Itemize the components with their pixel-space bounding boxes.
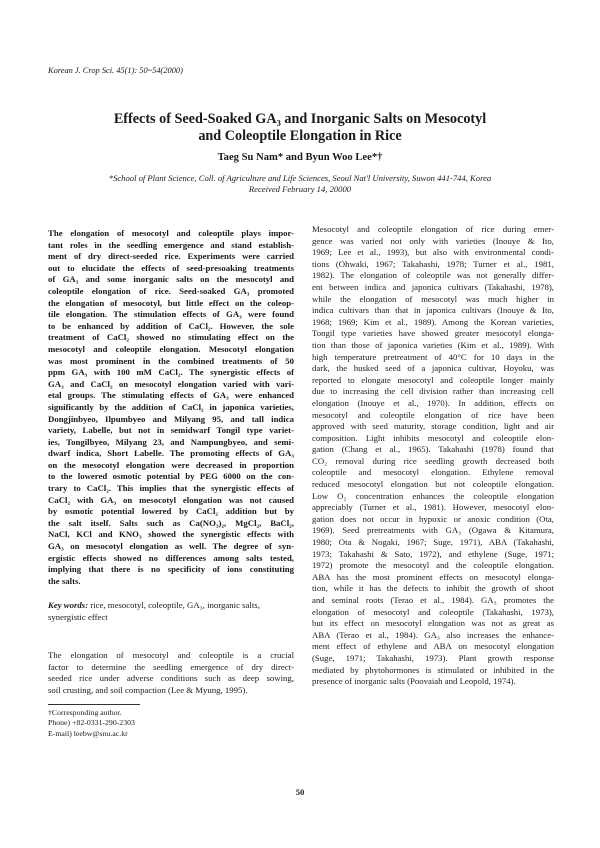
text-line: but its effect on mesocotyl elongation was not as great as: [312, 618, 554, 629]
authors: Taeg Su Nam* and Byun Woo Lee*†: [217, 152, 383, 163]
text-line: ment of dry direct-seeded rice. Experiments were carried: [48, 251, 294, 262]
keywords: [48, 600, 294, 623]
text-line: tile elongation. The stimulation effects of GA₃ were found: [48, 309, 294, 320]
text-line: appreciably (Turner et al., 1981). However, mesocotyl elon-: [312, 502, 554, 513]
text-line: ABA (Terao et al., 1984). GA₃ also increases the enhance-: [312, 629, 554, 640]
text-line: elongation of mesocotyl and coleoptile (Takahashi, 1973),: [312, 606, 554, 617]
text-line: NaCl, KCl and KNO₃ showed the synergistic effects with: [48, 529, 294, 540]
text-line: gation (Chang et al., 1965). Takahashi (1978) found that: [312, 444, 554, 455]
text-line: of GA₃ and some inorganic salts on the mesocotyl and: [48, 274, 294, 285]
text-line: to be enhanced by addition of CaCl₂. However, the sole: [48, 320, 294, 331]
text-line: out to elucidate the effects of seed-presoaking treatments: [48, 262, 294, 273]
text-line: CaCl₂ with GA₃ on mesocotyl elongation was not caused: [48, 494, 294, 505]
text-line: while the elongation of mesocotyl was much higher in: [312, 293, 554, 304]
text-line: 1982). The elongation of coleoptile was not generally differ-: [312, 270, 554, 281]
text-line: factor to determine the seedling emergence of dry direct-: [48, 661, 294, 672]
text-line: dwarf indica, Short Labelle. The promoting effects of GA₃: [48, 448, 294, 459]
text-line: GA₃ on mesocotyl elongation as well. The degree of syn-: [48, 541, 294, 552]
footnote-divider: [48, 704, 140, 705]
text-line: significantly by the addition of CaCl₂ in japonica varieties,: [48, 401, 294, 412]
text-line: 1973; Takahashi & Sato, 1972), and ethylene (Suge, 1971;: [312, 548, 554, 559]
text-line: Mesocotyl and coleoptile elongation of rice during emer-: [312, 224, 554, 234]
text-line: ment effect of ethylene and ABA on mesocotyl elongation: [312, 641, 554, 652]
text-line: ies, Tongilbyeo, Milyang 23, and Nampungbyeo, and semi-: [48, 436, 294, 447]
text-line: was most prominent in the combined treatments of 50: [48, 355, 294, 366]
footnote-line: Phone) +82-0331-290-2303: [48, 718, 135, 728]
text-line: etal groups. The stimulating effects of GA₃ were enhanced: [48, 390, 294, 401]
text-line: (Suge, 1971; Takahashi, 1973). Plant growth response: [312, 652, 554, 663]
text-line: reduced mesocotyl elongation but not coleoptile elongation.: [312, 479, 554, 490]
text-line: soil crusting, and soil compaction (Lee & Myung, 1995).: [48, 684, 248, 695]
text-line: The elongation of mesocotyl and coleoptile plays impor-: [48, 228, 294, 238]
text-line: 1980; Ota & Nogaki, 1967; Suge, 1971), ABA (Takahashi,: [312, 537, 554, 548]
page-number: 50: [295, 787, 305, 797]
paper-title: [60, 111, 540, 145]
keywords-text: rice, mesocotyl, coleoptile, GA₃, inorganic salts,: [88, 600, 260, 610]
text-line: ABA has the most prominent effects on mesocotyl elonga-: [312, 571, 554, 582]
title-line: and Coleoptile Elongation in Rice: [198, 128, 402, 144]
text-line: coleoptile and mesocotyl elongation. Ethylene removal: [312, 467, 554, 478]
text-line: GA₃ and CaCl₂ on mesocotyl elongation varied with vari-: [48, 378, 294, 389]
text-line: presence of inorganic salts (Poovaiah and Leopold, 1974).: [312, 676, 516, 687]
received-date: Received February 14, 20000: [248, 184, 352, 194]
text-line: Tongil type varieties have showed greater mesocotyl elonga-: [312, 328, 554, 339]
text-line: composition. Light inhibits mesocotyl and coleoptile elon-: [312, 432, 554, 443]
affiliation-line: *School of Plant Science, Coll. of Agriculture and Life Sciences, Seoul Nat'l University, Suwon 441-744, Korea: [108, 173, 492, 183]
text-line: seeded rice under adverse conditions such as deep sowing,: [48, 673, 294, 684]
title-line: Effects of Seed-Soaked GA₃ and Inorganic Salts on Mesocotyl: [113, 111, 487, 127]
text-line: mediated by phytohormones is stimulated or inhibited in the: [312, 664, 554, 675]
text-line: approved with seed maturity, storage condition, light and air: [312, 421, 554, 432]
footnote-line: E-mail) leebw@snu.ac.kr: [48, 728, 128, 738]
text-line: trary to CaCl₂. This implies that the synergistic effects of: [48, 483, 294, 494]
text-line: due to increasing the cell division rather than increasing cell: [312, 386, 554, 397]
text-line: ppm GA₃ with 100 mM CaCl₂. The synergistic effects of: [48, 367, 294, 378]
text-line: implying that there is no specificity of ions constituting: [48, 564, 294, 575]
affiliation: [40, 173, 560, 195]
text-line: tant roles in the seedling emergence and stand establish-: [48, 239, 294, 250]
text-line: the elongation of mesocotyl, but little effect on the coleop-: [48, 297, 294, 308]
footnote-line: †Corresponding author.: [48, 708, 122, 717]
text-line: ergistic effects showed no differences among salts tested,: [48, 552, 294, 563]
text-line: tions (Ohwaki, 1967; Takahashi, 1978; Turner et al., 1981,: [312, 258, 554, 269]
text-line: treatment of CaCl₂ showed no stimulating effect on the: [48, 332, 294, 343]
text-line: ent between indica and japonica cultivars (Takahashi, 1978),: [312, 281, 554, 292]
text-line: Low O₂ concentration enhances the coleoptile elongation: [312, 490, 554, 501]
text-line: indica cultivars than that in japonica cultivars (Inouye & Ito,: [312, 305, 554, 316]
text-line: to the lowered osmotic potential by PEG 6000 on the con-: [48, 471, 294, 482]
abstract: [48, 228, 294, 587]
text-line: the salts.: [48, 575, 81, 586]
text-line: tion than those of japonica varieties (Kim et al., 1989). With: [312, 339, 554, 350]
introduction-right: [312, 224, 554, 688]
text-line: reported to elongate mesocotyl and coleoptile longer mainly: [312, 374, 554, 385]
keywords-label: Key words:: [48, 600, 89, 610]
text-line: high temperature pretreatment of 40°C for 10 days in the: [312, 351, 554, 362]
text-line: Dongjinbyeo, Ilpumbyeo and Milyang 95, and tall indica: [48, 413, 294, 424]
text-line: 1968; 1969; Kim et al., 1989). Among the Korean varieties,: [312, 316, 554, 327]
text-line: variety, Labelle, but not in semidwarf Tongil type variet-: [48, 425, 294, 436]
text-line: elongation (Inouye et al., 1970). In addition, effects on: [312, 397, 554, 408]
text-line: mesocotyl and coleoptile elongation of rice have been: [312, 409, 554, 420]
text-line: gation does not occur in hypoxic or anoxic condition (Ota,: [312, 513, 554, 524]
text-line: the salt itself. Salts such as Ca(NO₃)₂, MgCl₂, BaCl₂,: [48, 517, 294, 528]
introduction-left: [48, 650, 294, 696]
text-line: mesocotyl and coleoptile elongation. Mesocotyl elongation: [48, 343, 294, 354]
journal-reference: Korean J. Crop Sci. 45(1): 50~54(2000): [48, 66, 183, 75]
text-line: gence was varied not only with varieties (Inouye & Ito,: [312, 235, 554, 246]
keywords-text: synergistic effect: [48, 611, 108, 622]
text-line: dark, the husked seed of a japonica cultivar, Hoyoku, was: [312, 363, 554, 374]
text-line: tion, while it has the defects to inhibit the growth of shoot: [312, 583, 554, 594]
text-line: 1969). Seed pretreatments with GA₃ (Ogawa & Kitamura,: [312, 525, 554, 536]
text-line: coleoptile elongation of rice. Seed-soaked GA₃ promoted: [48, 285, 294, 296]
text-line: 1969; Lee et al., 1993), but also with environmental condi-: [312, 247, 554, 258]
footnote: [48, 708, 135, 739]
text-line: by osmotic potential lowered by CaCl₂ addition but by: [48, 506, 294, 517]
text-line: on the mesocotyl elongation were decreased in proportion: [48, 459, 294, 470]
text-line: The elongation of mesocotyl and coleoptile is a crucial: [48, 650, 294, 660]
text-line: CO₂ removal during rice seedling growth decreased both: [312, 455, 554, 466]
text-line: and seminal roots (Terao et al., 1984). GA₃ promotes the: [312, 595, 554, 605]
text-line: 1972) promote the mesocotyl and the coleoptile elongation.: [312, 560, 554, 571]
